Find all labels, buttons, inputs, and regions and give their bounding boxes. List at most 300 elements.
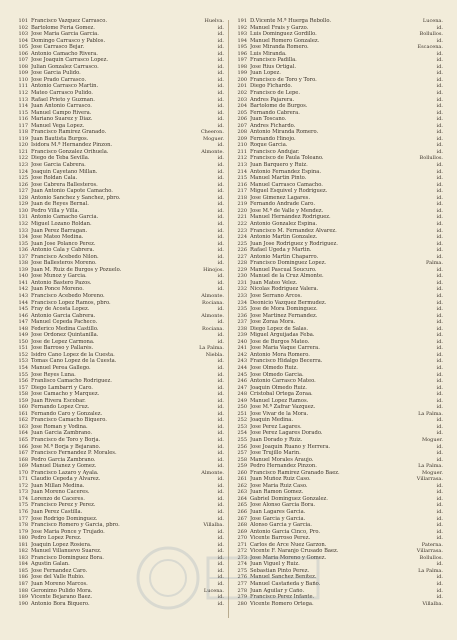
entry-place: Moguer. bbox=[422, 469, 443, 476]
entry-place: id. bbox=[436, 338, 443, 345]
entry-number: 162 bbox=[18, 417, 28, 424]
entry-place: id. bbox=[217, 581, 224, 588]
entry-place: id. bbox=[217, 502, 224, 509]
entry-number: 234 bbox=[237, 299, 247, 306]
entry-number: 164 bbox=[18, 430, 28, 437]
entry-number: 156 bbox=[18, 378, 28, 385]
entry-name: Pedro Villa y Villa. bbox=[31, 207, 80, 214]
entry-number: 117 bbox=[18, 122, 28, 129]
entry-number: 116 bbox=[18, 116, 28, 123]
entry-number: 135 bbox=[18, 240, 28, 247]
entry-name: Diego de Teba Sevilla. bbox=[31, 155, 90, 162]
entry-place: id. bbox=[217, 44, 224, 51]
entry-number: 211 bbox=[237, 148, 247, 155]
entry-name: Tomas Cano Lopez de la Cuesta. bbox=[31, 358, 117, 365]
entry-number: 193 bbox=[237, 31, 247, 38]
entry-place: id. bbox=[436, 515, 443, 522]
entry-place: id. bbox=[436, 299, 443, 306]
entry-place: id. bbox=[217, 404, 224, 411]
entry-number: 122 bbox=[18, 155, 28, 162]
entry-name: Francisco Dominguez Bora. bbox=[31, 554, 104, 561]
entry-place: id. bbox=[217, 574, 224, 581]
entry-name: Juan Perez Barragan. bbox=[31, 227, 88, 234]
entry-number: 113 bbox=[18, 96, 28, 103]
entry-place: id. bbox=[217, 96, 224, 103]
entry-name: Francisco de Paula Toleano. bbox=[250, 155, 324, 162]
entry-name: Rafael Ugeda y Martin. bbox=[250, 247, 312, 254]
left-column bbox=[14, 18, 224, 640]
entry-place: id. bbox=[217, 397, 224, 404]
entry-name: Jose Rodrigo Dominguez. bbox=[31, 515, 98, 522]
entry-name: Francisco Lazaro y Ayala. bbox=[31, 469, 99, 476]
entry-number: 238 bbox=[237, 325, 247, 332]
entry-place: id. bbox=[436, 214, 443, 221]
entry-name: Fray de Acosta Lopez. bbox=[31, 306, 90, 313]
entry-place: id. bbox=[436, 175, 443, 182]
entry-number: 151 bbox=[18, 345, 28, 352]
entry-place: id. bbox=[436, 417, 443, 424]
entry-number: 192 bbox=[237, 24, 247, 31]
entry-name: Fernando Andrade Caro. bbox=[250, 201, 315, 208]
entry-name: Francisco Ramirez Granado Baez. bbox=[250, 469, 340, 476]
entry-number: 176 bbox=[18, 509, 28, 516]
entry-place: id. bbox=[436, 188, 443, 195]
entry-name: Pedro Hernandez Pinzon. bbox=[250, 463, 317, 470]
entry-place: Cheeron. bbox=[200, 129, 224, 136]
entry-place: id. bbox=[436, 207, 443, 214]
entry-place: id. bbox=[436, 227, 443, 234]
entry-name: Manuel Cepeda Pacheco. bbox=[31, 319, 98, 326]
entry-place: id. bbox=[436, 371, 443, 378]
entry-number: 101 bbox=[18, 18, 28, 24]
entry-place: id. bbox=[436, 364, 443, 371]
entry-number: 144 bbox=[18, 299, 28, 306]
entry-name: Jose Perez Lagares Dorado. bbox=[250, 430, 323, 437]
entry-number: 181 bbox=[18, 541, 28, 548]
entry-number: 248 bbox=[237, 391, 247, 398]
entry-number: 242 bbox=[237, 351, 247, 358]
entry-name: Gabriel Dominguez Gonzalez. bbox=[250, 495, 328, 502]
entry-number: 239 bbox=[237, 332, 247, 339]
entry-number: 161 bbox=[18, 410, 28, 417]
entry-name: Manuel Villanuevo Suarez. bbox=[31, 548, 102, 555]
entry-number: 210 bbox=[237, 142, 247, 149]
entry-number: 115 bbox=[18, 109, 28, 116]
entry-name: Jose Camacho y Marquez. bbox=[31, 391, 100, 398]
entry-name: Carlos de Arce Nuez Garzon. bbox=[250, 541, 327, 548]
entry-number: 184 bbox=[18, 561, 28, 568]
entry-place: id. bbox=[217, 495, 224, 502]
entry-name: Antonio Bora Biquero. bbox=[31, 600, 90, 607]
entry-name: Manuel Carrasco Camacho. bbox=[250, 181, 323, 188]
entry-name: Joaquin Cayetano Millan. bbox=[31, 168, 98, 175]
entry-place: id. bbox=[436, 122, 443, 129]
entry-place: id. bbox=[217, 476, 224, 483]
entry-number: 250 bbox=[237, 404, 247, 411]
entry-place: id. bbox=[436, 522, 443, 529]
entry-place: id. bbox=[436, 273, 443, 280]
entry-number: 256 bbox=[237, 443, 247, 450]
entry-place: Moguer. bbox=[203, 135, 224, 142]
entry-name: Jose Prado Carrasco. bbox=[31, 76, 87, 83]
entry-name: Francisco de Toro y Toro. bbox=[250, 76, 317, 83]
entry-place: id. bbox=[436, 103, 443, 110]
entry-place: id. bbox=[436, 535, 443, 542]
entry-number: 229 bbox=[237, 266, 247, 273]
entry-name: Joaquin Olmedo Ruiz. bbox=[250, 384, 307, 391]
entry-name: Juan Viguel y Ruiz. bbox=[250, 561, 300, 568]
entry-name: Isidora M.ª Hernandez Pinzon. bbox=[31, 142, 113, 149]
entry-number: 254 bbox=[237, 430, 247, 437]
entry-name: Juan Aguilar y Caño. bbox=[250, 587, 305, 594]
entry-number: 130 bbox=[18, 207, 28, 214]
entry-name: Antonio Martin Chaparro. bbox=[250, 253, 319, 260]
entry-number: 224 bbox=[237, 234, 247, 241]
entry-number: 249 bbox=[237, 397, 247, 404]
entry-place: id. bbox=[217, 319, 224, 326]
entry-number: 215 bbox=[237, 175, 247, 182]
entry-place: id. bbox=[436, 90, 443, 97]
entry-place: id. bbox=[436, 404, 443, 411]
entry-name: Jose de Burgos Mateo. bbox=[250, 338, 310, 345]
entry-name: Jose de Mora Dominguez. bbox=[250, 306, 318, 313]
entry-number: 269 bbox=[237, 528, 247, 535]
entry-place: id. bbox=[436, 240, 443, 247]
entry-number: 103 bbox=[18, 31, 28, 38]
entry-name: Juan Ponce Moreno. bbox=[31, 286, 84, 293]
entry-place: id. bbox=[217, 364, 224, 371]
entry-number: 230 bbox=[237, 273, 247, 280]
entry-place: id. bbox=[217, 57, 224, 64]
entry-number: 264 bbox=[237, 495, 247, 502]
entry-number: 166 bbox=[18, 443, 28, 450]
entry-name: Jose Garcia y Garcia. bbox=[250, 515, 306, 522]
entry-place: id. bbox=[217, 168, 224, 175]
entry-place: La Palma. bbox=[199, 345, 224, 352]
entry-name: Agustin Galan. bbox=[31, 561, 70, 568]
entry-name: Francisco Perez Infante. bbox=[250, 594, 315, 601]
entry-name: Manuel Sanchez Benitez. bbox=[250, 574, 317, 581]
entry-name: Antonio Martin Gonzalez. bbox=[250, 234, 318, 241]
entry-place: id. bbox=[436, 312, 443, 319]
entry-name: Jose Maria Ruiz Caso. bbox=[250, 482, 308, 489]
entry-name: Jose M.ª de Valle y Mendez. bbox=[250, 207, 324, 214]
entry-number: 160 bbox=[18, 404, 28, 411]
entry-place: id. bbox=[217, 515, 224, 522]
entry-name: Antonio Gonzalez Espina. bbox=[250, 220, 318, 227]
entry-place: id. bbox=[436, 495, 443, 502]
entry-number: 105 bbox=[18, 44, 28, 51]
entry-number: 140 bbox=[18, 273, 28, 280]
entry-name: Manuel Lopez Ramos. bbox=[250, 397, 309, 404]
entry-name: D.Vicente M.ª Huerga Rebollo. bbox=[250, 18, 332, 24]
entry-place: id. bbox=[217, 371, 224, 378]
entry-number: 227 bbox=[237, 253, 247, 260]
entry-number: 280 bbox=[237, 600, 247, 607]
entry-place: id. bbox=[217, 279, 224, 286]
entry-number: 111 bbox=[18, 83, 28, 90]
entry-place: id. bbox=[217, 332, 224, 339]
entry-number: 235 bbox=[237, 306, 247, 313]
entry-place: id. bbox=[436, 70, 443, 77]
entry-number: 107 bbox=[18, 57, 28, 64]
entry-name: Jose M.ª Zafrar Vazquez. bbox=[250, 404, 316, 411]
entry-place: id. bbox=[217, 430, 224, 437]
entry-name: Vicente Romero Ortega. bbox=[250, 600, 314, 607]
entry-number: 120 bbox=[18, 142, 28, 149]
entry-number: 222 bbox=[237, 220, 247, 227]
entry-number: 274 bbox=[237, 561, 247, 568]
entry-name: Nicolas Rodriguez Valera. bbox=[250, 286, 319, 293]
entry-place: id. bbox=[436, 358, 443, 365]
entry-place: id. bbox=[217, 207, 224, 214]
entry-name: Bartolome de Burgos. bbox=[250, 103, 308, 110]
entry-name: Juan Lagares Garcia. bbox=[250, 509, 306, 516]
entry-number: 187 bbox=[18, 581, 28, 588]
entry-place: id. bbox=[217, 358, 224, 365]
entry-number: 212 bbox=[237, 155, 247, 162]
entry-number: 223 bbox=[237, 227, 247, 234]
entry-name: Jose Martinez Fernandez. bbox=[250, 312, 318, 319]
entry-place: id. bbox=[217, 594, 224, 601]
entry-number: 106 bbox=[18, 50, 28, 57]
entry-name: Jose Olmedo Ruiz. bbox=[250, 364, 298, 371]
entry-name: Jose Reyes Luna. bbox=[31, 371, 76, 378]
entry-number: 251 bbox=[237, 410, 247, 417]
entry-place: id. bbox=[436, 502, 443, 509]
entry-number: 155 bbox=[18, 371, 28, 378]
entry-place: La Palma. bbox=[418, 463, 443, 470]
entry-number: 173 bbox=[18, 489, 28, 496]
entry-name: Francisco Gonzalez Orihuela. bbox=[31, 148, 109, 155]
entry-number: 219 bbox=[237, 201, 247, 208]
entry-name: Pedro Garcia Zambrano. bbox=[31, 456, 96, 463]
entry-name: Lorenzo de Caceres. bbox=[31, 495, 85, 502]
entry-name: Jose Cabrera Ballesteros. bbox=[31, 181, 98, 188]
entry-number: 171 bbox=[18, 476, 28, 483]
entry-number: 128 bbox=[18, 194, 28, 201]
entry-number: 119 bbox=[18, 135, 28, 142]
entry-place: id. bbox=[436, 509, 443, 516]
entry-number: 244 bbox=[237, 364, 247, 371]
entry-name: Francisco Acebedo Nilon. bbox=[31, 253, 99, 260]
entry-number: 231 bbox=[237, 279, 247, 286]
entry-number: 109 bbox=[18, 70, 28, 77]
entry-name: Juan Bautista Burgos. bbox=[31, 135, 89, 142]
entry-number: 167 bbox=[18, 450, 28, 457]
entry-name: Jose Ordonez Quintanilla. bbox=[31, 332, 99, 339]
entry-name: Manuel Dianez y Gomez. bbox=[31, 463, 97, 470]
entry-name: Diego Fichardo. bbox=[250, 83, 293, 90]
column-divider bbox=[228, 20, 229, 618]
entry-number: 154 bbox=[18, 364, 28, 371]
entry-place: id. bbox=[217, 535, 224, 542]
entry-name: Federico Medina Castillo. bbox=[31, 325, 99, 332]
entry-name: Francisco M. Fernandez Alvarez. bbox=[250, 227, 337, 234]
entry-place: id. bbox=[436, 279, 443, 286]
entry-number: 165 bbox=[18, 437, 28, 443]
entry-place: Niebla. bbox=[205, 351, 224, 358]
entry-place: id. bbox=[217, 417, 224, 424]
entry-number: 190 bbox=[18, 600, 28, 607]
entry-number: 170 bbox=[18, 469, 28, 476]
entry-number: 221 bbox=[237, 214, 247, 221]
entry-name: Juan Rivera Escobar. bbox=[31, 397, 86, 404]
entry-name: Jose Gimenez Lagares. bbox=[250, 194, 310, 201]
entry-place: id. bbox=[217, 109, 224, 116]
entry-number: 232 bbox=[237, 286, 247, 293]
entry-number: 153 bbox=[18, 358, 28, 365]
entry-name: Claudio Cepeda y Alvarez. bbox=[31, 476, 101, 483]
entry-place: id. bbox=[436, 325, 443, 332]
entry-name: Antonio Fernandez Espina. bbox=[250, 168, 321, 175]
entry-place: id. bbox=[217, 463, 224, 470]
entry-name: Miguel Arguijadas Feba. bbox=[250, 332, 315, 339]
entry-number: 217 bbox=[237, 188, 247, 195]
entry-place: id. bbox=[436, 528, 443, 535]
entry-place: id. bbox=[217, 240, 224, 247]
entry-name: Sebastian Pinto Perez. bbox=[250, 567, 310, 574]
entry-place: id. bbox=[217, 528, 224, 535]
entry-name: Juan Antonio Carrasco. bbox=[31, 103, 92, 110]
entry-place: id. bbox=[217, 554, 224, 561]
entry-name: Andres Pajarera. bbox=[250, 96, 295, 103]
entry-number: 267 bbox=[237, 515, 247, 522]
entry-place: id. bbox=[217, 31, 224, 38]
entry-place: Escacena. bbox=[417, 44, 443, 51]
entry-name: Antonio Camacho Rivera. bbox=[31, 50, 98, 57]
entry-number: 194 bbox=[237, 37, 247, 44]
entry-place: id. bbox=[217, 214, 224, 221]
entry-name: Jose Zoraa Mora. bbox=[250, 319, 296, 326]
entry-number: 172 bbox=[18, 482, 28, 489]
entry-number: 104 bbox=[18, 37, 28, 44]
entry-number: 114 bbox=[18, 103, 28, 110]
entry-place: id. bbox=[217, 175, 224, 182]
entry-name: Manuel de la Cruz Almonte. bbox=[250, 273, 324, 280]
entry-name: Vicente Barroso Perez. bbox=[250, 535, 311, 542]
entry-name: Antonio Carrasco Martin. bbox=[31, 83, 99, 90]
entry-name: Francisco Ramirez Granado. bbox=[31, 129, 107, 136]
entry-number: 220 bbox=[237, 207, 247, 214]
entry-number: 271 bbox=[237, 541, 247, 548]
entry-name: Manuel Martin Pinto. bbox=[250, 175, 307, 182]
entry-name: Jose Joaquin Carrasco Lopez. bbox=[31, 57, 108, 64]
entry-name: Francisco Vazquez Carrasco. bbox=[31, 18, 107, 24]
entry-name: Manuel Perea Gallego. bbox=[31, 364, 91, 371]
right-column bbox=[233, 18, 443, 640]
entry-number: 179 bbox=[18, 528, 28, 535]
entry-place: id. bbox=[217, 443, 224, 450]
entry-place: id. bbox=[436, 181, 443, 188]
entry-name: Juan Mateo Velez. bbox=[250, 279, 298, 286]
entry-place: La Palma. bbox=[418, 410, 443, 417]
entry-name: Bartolome Feria Gomez. bbox=[31, 24, 95, 31]
entry-name: Jose Olmedo Garcia. bbox=[250, 371, 304, 378]
entry-name: Mateo Carrasco Pulido. bbox=[31, 90, 93, 97]
entry-number: 214 bbox=[237, 168, 247, 175]
entry-name: Antonio Bastero Pazos. bbox=[31, 279, 92, 286]
entry-place: id. bbox=[436, 306, 443, 313]
entry-name: Pedro Lopez Perez. bbox=[31, 535, 82, 542]
entry-number: 141 bbox=[18, 279, 28, 286]
entry-number: 201 bbox=[237, 83, 247, 90]
entry-place: id. bbox=[436, 430, 443, 437]
entry-place: id. bbox=[436, 489, 443, 496]
entry-place: id. bbox=[217, 541, 224, 548]
entry-place: id. bbox=[436, 168, 443, 175]
entry-place: Bollullos. bbox=[419, 155, 443, 162]
entry-number: 213 bbox=[237, 162, 247, 169]
entry-number: 241 bbox=[237, 345, 247, 352]
entry-name: Mariano Suarez y Diaz. bbox=[31, 116, 93, 123]
entry-number: 243 bbox=[237, 358, 247, 365]
entry-name: Joaquin Medina. bbox=[250, 417, 294, 424]
entry-place: id. bbox=[436, 378, 443, 385]
entry-number: 150 bbox=[18, 338, 28, 345]
entry-place: id. bbox=[436, 482, 443, 489]
entry-name: Francisco Andujar. bbox=[250, 148, 300, 155]
entry-place: id. bbox=[436, 234, 443, 241]
entry-name: Francisco Acebedo Moreno. bbox=[31, 292, 105, 299]
entry-place: id. bbox=[436, 116, 443, 123]
entry-place: id. bbox=[436, 391, 443, 398]
entry-place: id. bbox=[217, 338, 224, 345]
entry-number: 147 bbox=[18, 319, 28, 326]
entry-place: id. bbox=[217, 201, 224, 208]
entry-name: Manuel Pascual Soucuro. bbox=[250, 266, 317, 273]
entry-number: 255 bbox=[237, 437, 247, 443]
entry-name: Jose Joaquin Ruano y Herrera. bbox=[250, 443, 331, 450]
entry-number: 203 bbox=[237, 96, 247, 103]
entry-place: id. bbox=[217, 423, 224, 430]
entry-number: 157 bbox=[18, 384, 28, 391]
entry-number: 159 bbox=[18, 397, 28, 404]
entry-name: Jose del Valle Rubio. bbox=[31, 574, 85, 581]
list-item bbox=[233, 601, 443, 608]
entry-place: id. bbox=[436, 135, 443, 142]
entry-place: id. bbox=[436, 286, 443, 293]
entry-name: Jose de Lepez Carmona. bbox=[31, 338, 95, 345]
entry-number: 226 bbox=[237, 247, 247, 254]
entry-place: id. bbox=[217, 509, 224, 516]
entry-place: id. bbox=[217, 220, 224, 227]
entry-place: id. bbox=[217, 24, 224, 31]
entry-number: 169 bbox=[18, 463, 28, 470]
entry-name: Juan Antonio Capote Camacho. bbox=[31, 188, 113, 195]
entry-name: Luis Dominguez Gordillo. bbox=[250, 31, 317, 38]
entry-name: Juan Perez Castilla. bbox=[31, 509, 83, 516]
entry-name: Jose M.ª Borja y Bejarano. bbox=[31, 443, 101, 450]
entry-name: Vicente Bejarano Baez. bbox=[31, 594, 93, 601]
entry-place: Rociana. bbox=[202, 325, 224, 332]
entry-name: Manuel Frais y Garzo. bbox=[250, 24, 309, 31]
entry-number: 272 bbox=[237, 548, 247, 555]
entry-place: id. bbox=[436, 253, 443, 260]
entry-place: id. bbox=[436, 37, 443, 44]
entry-name: Fernando Cabrera. bbox=[250, 109, 300, 116]
entry-place: id. bbox=[436, 247, 443, 254]
entry-number: 195 bbox=[237, 44, 247, 51]
entry-place: id. bbox=[217, 561, 224, 568]
entry-name: Jose Maria Ponce y Trujado. bbox=[31, 528, 105, 535]
entry-name: Luis Miranda. bbox=[250, 50, 287, 57]
entry-name: Geronimo Pulido Mora. bbox=[31, 587, 93, 594]
entry-name: Antonio Camacho Garcia. bbox=[31, 214, 99, 221]
entry-name: Roque Garcia. bbox=[250, 142, 288, 149]
entry-place: id. bbox=[436, 76, 443, 83]
entry-place: id. bbox=[217, 103, 224, 110]
